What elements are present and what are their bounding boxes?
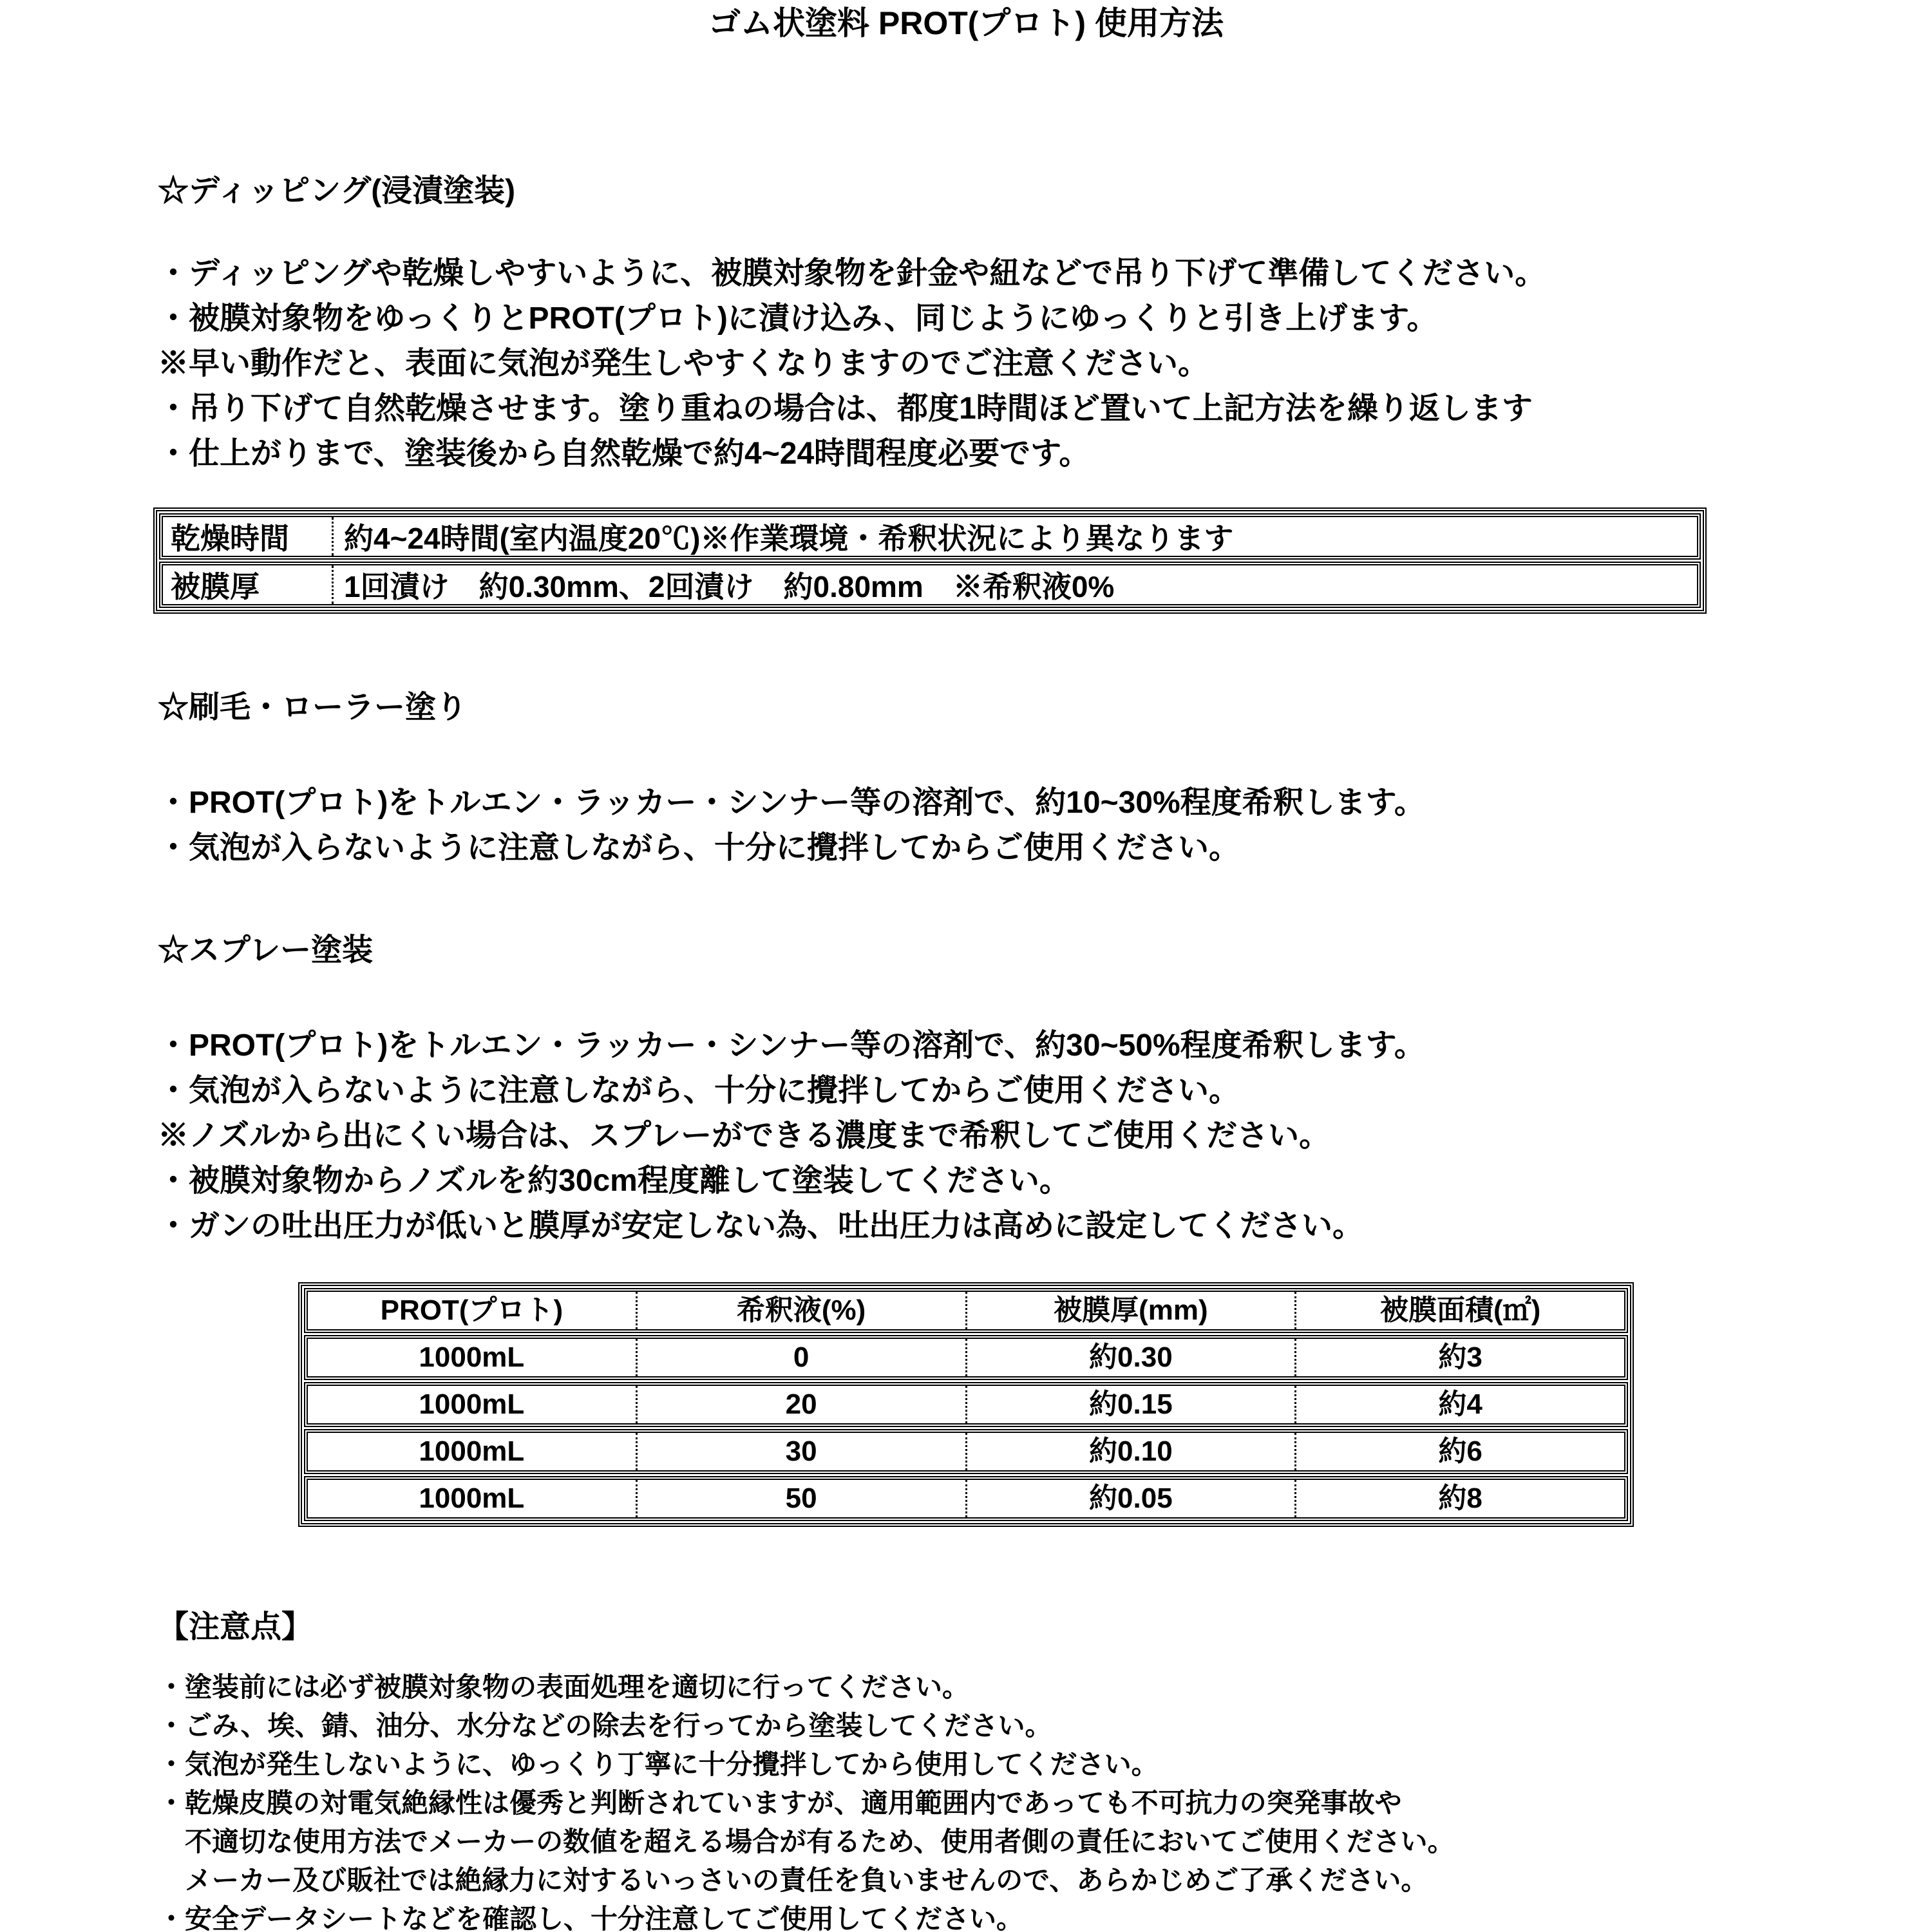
cell-dilution: 20 — [636, 1386, 965, 1423]
table-header-row — [304, 1288, 1628, 1333]
note-line: ・塗装前には必ず被膜対象物の表面処理を適切に行ってください。 — [158, 1672, 970, 1702]
column-header-dilution: 希釈液(%) — [636, 1292, 965, 1329]
cell-area: 約4 — [1294, 1386, 1624, 1423]
dipping-line: ※早い動作だと、表面に気泡が発生しやすくなりますのでご注意ください。 — [158, 346, 1209, 381]
note-line: 不適切な使用方法でメーカーの数値を超える場合が有るため、使用者側の責任においてご使用ください。 — [158, 1826, 1455, 1857]
dipping-line: ・被膜対象物をゆっくりとPROT(プロト)に漬け込み、同じようにゆっくりと引き上げます。 — [158, 301, 1438, 336]
section-heading-dipping: ☆ディッピング(浸漬塗装) — [158, 174, 516, 208]
dipping-line: ・仕上がりまで、塗装後から自然乾燥で約4~24時間程度必要です。 — [158, 437, 1090, 471]
document-body — [158, 173, 1906, 1932]
cell-dilution: 30 — [636, 1433, 965, 1470]
cell-prot: 1000mL — [419, 1388, 525, 1420]
brush-line: ・PROT(プロト)をトルエン・ラッカー・シンナー等の溶剤で、約10~30%程度希釈します。 — [158, 786, 1425, 820]
dipping-line: ・ディッピングや乾燥しやすいように、被膜対象物を針金や紐などで吊り下げて準備してください。 — [158, 256, 1546, 290]
dipping-instructions — [158, 251, 1906, 477]
table-row — [159, 562, 1701, 608]
section-heading-brush-roller: ☆刷毛・ローラー塗り — [158, 690, 468, 724]
note-line: ・ごみ、埃、錆、油分、水分などの除去を行ってから塗装してください。 — [158, 1710, 1052, 1741]
notes-list — [158, 1668, 1906, 1932]
cell-thickness: 約0.10 — [965, 1433, 1295, 1470]
drying-conditions-table — [153, 507, 1707, 614]
section-heading-notes: 【注意点】 — [158, 1610, 313, 1644]
spray-line: ・被膜対象物からノズルを約30cm程度離して塗装してください。 — [158, 1164, 1070, 1198]
table-row — [304, 1476, 1628, 1521]
cell-thickness: 約0.30 — [965, 1339, 1295, 1376]
row-header-drying-time: 乾燥時間 — [163, 517, 334, 556]
note-line: ・乾燥皮膜の対電気絶縁性は優秀と判断されていますが、適用範囲内であっても不可抗力の突発事故や — [158, 1788, 1402, 1818]
column-header-area: 被膜面積(㎡) — [1294, 1292, 1624, 1329]
column-header-thickness: 被膜厚(mm) — [965, 1292, 1295, 1329]
spray-line: ・ガンの吐出圧力が低いと膜厚が安定しない為、吐出圧力は高めに設定してください。 — [158, 1209, 1364, 1243]
cell-thickness: 約0.15 — [965, 1386, 1295, 1423]
note-line: ・気泡が発生しないように、ゆっくり丁寧に十分攪拌してから使用してください。 — [158, 1749, 1159, 1779]
spray-line: ・気泡が入らないように注意しながら、十分に攪拌してからご使用ください。 — [158, 1074, 1240, 1108]
section-heading-spray: ☆スプレー塗装 — [158, 933, 374, 967]
cell-prot: 1000mL — [419, 1435, 525, 1467]
cell-area: 約8 — [1294, 1480, 1624, 1517]
spray-line: ※ノズルから出にくい場合は、スプレーができる濃度まで希釈してご使用ください。 — [158, 1119, 1331, 1153]
brush-instructions — [158, 781, 1906, 871]
cell-dilution: 50 — [636, 1480, 965, 1517]
cell-prot: 1000mL — [419, 1341, 525, 1373]
cell-thickness: 約0.05 — [965, 1480, 1295, 1517]
table-row — [304, 1335, 1628, 1380]
row-header-film-thickness: 被膜厚 — [163, 565, 334, 604]
row-value-film-thickness: 1回漬け 約0.30mm、2回漬け 約0.80mm ※希釈液0% — [344, 570, 1115, 603]
table-row — [304, 1429, 1628, 1474]
dipping-line: ・吊り下げて自然乾燥させます。塗り重ねの場合は、都度1時間ほど置いて上記方法を繰り返します — [158, 392, 1533, 426]
column-header-prot: PROT(プロト) — [380, 1294, 564, 1326]
cell-area: 約6 — [1294, 1433, 1624, 1470]
page-title: ゴム状塗料 PROT(プロト) 使用方法 — [708, 5, 1224, 41]
dilution-table — [298, 1282, 1634, 1527]
table-row — [159, 513, 1701, 560]
row-value-drying-time: 約4~24時間(室内温度20℃)※作業環境・希釈状況により異なります — [344, 522, 1234, 555]
spray-instructions — [158, 1023, 1906, 1249]
note-line: ・安全データシートなどを確認し、十分注意してご使用してください。 — [158, 1904, 1024, 1932]
note-line: メーカー及び販社では絶縁力に対するいっさいの責任を負いませんので、あらかじめご了承ください。 — [158, 1865, 1428, 1895]
spray-line: ・PROT(プロト)をトルエン・ラッカー・シンナー等の溶剤で、約30~50%程度希釈します。 — [158, 1028, 1425, 1063]
cell-dilution: 0 — [636, 1339, 965, 1376]
table-row — [304, 1382, 1628, 1427]
cell-area: 約3 — [1294, 1339, 1624, 1376]
cell-prot: 1000mL — [419, 1482, 525, 1514]
brush-line: ・気泡が入らないように注意しながら、十分に攪拌してからご使用ください。 — [158, 831, 1240, 865]
